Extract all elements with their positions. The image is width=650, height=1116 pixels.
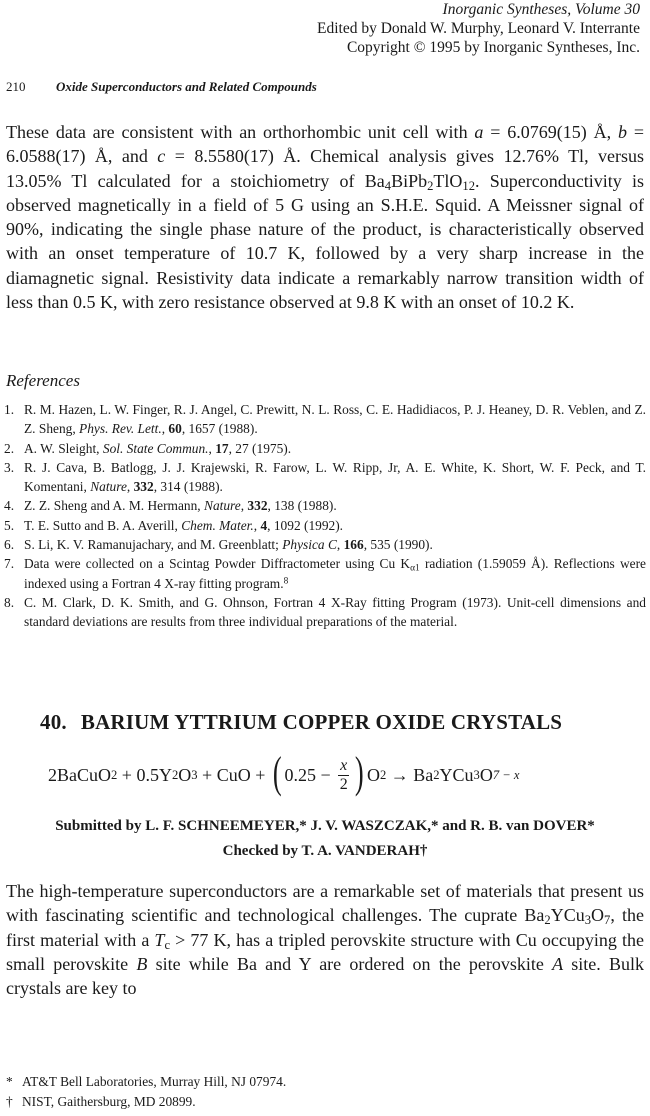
footnote-item: † NIST, Gaithersburg, MD 20899.	[6, 1094, 196, 1109]
submitted-by: Submitted by L. F. SCHNEEMEYER,* J. V. WASZCZAK,* and R. B. van DOVER*	[55, 818, 595, 834]
page-number: 210	[6, 79, 26, 94]
footnote-rule	[6, 1063, 156, 1064]
section-title	[40, 710, 562, 735]
book-title: Inorganic Syntheses, Volume 30	[442, 1, 640, 18]
reaction-equation: 2BaCuO 2 + 0.5Y 2 O 3 + CuO + ( 0.25 − $\frac{x}{2}$ ) O 2 → Ba 2 YCu 3 O 7 − x	[48, 748, 520, 797]
reaction-arrow: →	[386, 764, 414, 785]
running-head	[6, 79, 317, 95]
fraction: $\frac{x}{2}$	[339, 756, 348, 793]
reference-item: 6. S. Li, K. V. Ramanujachary, and M. Greenblatt; Physica C, 166, 535 (1990).	[4, 537, 433, 553]
reference-item: 3. R. J. Cava, B. Batlogg, J. J. Krajewski, R. Farow, L. W. Ripp, Jr, A. E. White, K. Short, W. F. Peck, and T. Komentani, Nature, 332, 314 (1988).	[4, 459, 646, 495]
reference-list	[4, 400, 646, 632]
section-number: 40.	[40, 710, 67, 734]
open-paren: (	[272, 748, 282, 797]
references-heading: References	[6, 371, 80, 390]
reference-item: 8. C. M. Clark, D. K. Smith, and G. Ohnson, Fortran 4 X-Ray fitting Program (1973). Unit-cell dimensions and standard deviations are results from three individual preparations of the material.	[4, 594, 646, 630]
reference-item: 1. R. M. Hazen, L. W. Finger, R. J. Angel, C. Prewitt, N. L. Ross, C. E. Hadidiacos, P. J. Heaney, D. R. Veblen, and Z. Z. Sheng, Phys. Rev. Lett., 60, 1657 (1988).	[4, 402, 646, 437]
copyright-line: Copyright © 1995 by Inorganic Syntheses, Inc.	[346, 39, 640, 56]
chapter-title: Oxide Superconductors and Related Compounds	[56, 79, 317, 94]
reference-item: 5. T. E. Sutto and B. A. Averill, Chem. Mater., 4, 1092 (1992).	[4, 517, 344, 533]
intro-paragraph: The high-temperature superconductors are a remarkable set of materials that present us with fascinating scientific and technological challenges. The cuprate $Ba_2YCu_3O_7$, the first material with a $T_c > 77$ K, has a tripled perovskite structure with Cu occupying the small perovskite B site while Ba and Y are ordered on the perovskite A site. Bulk crystals are key to	[6, 881, 644, 999]
results-paragraph: These data are consistent with an orthorhombic unit cell with a = 6.0769(15) Å, b = 6.0588(17) Å, and c = 8.5580(17) Å. Chemical analysis gives 12.76% Tl, versus 13.05% Tl calculated for a stoichiometry of $Ba_4BiPb_2TlO_{12}$. Superconductivity is observed magnetically in a field of 5 G using an S.H.E. Squid. A Meissner signal of 90%, indicating the single phase nature of the product, is characteristically observed with an onset temperature of 10.7 K, followed by a very sharp increase in the diamagnetic signal. Resistivity data indicate a remarkably narrow transition width of less than 0.5 K, with zero resistance observed at 9.8 K with an onset of 10.2 K.	[6, 122, 644, 313]
reference-item: 2. A. W. Sleight, Sol. State Commun., 17, 27 (1975).	[4, 440, 292, 456]
footnotes	[6, 1072, 286, 1112]
checked-by: Checked by T. A. VANDERAH†	[222, 843, 428, 859]
reference-item: 4. Z. Z. Sheng and A. M. Hermann, Nature, 332, 138 (1988).	[4, 498, 337, 514]
reference-item: 7. Data were collected on a Scintag Powder Diffractometer using Cu $K_{\alpha 1}$ radiation (1.59059 Å). Reflections were indexed using a Fortran 4 X-ray fitting program.$^8$	[4, 556, 646, 591]
book-header	[317, 0, 640, 57]
section-heading: BARIUM YTTRIUM COPPER OXIDE CRYSTALS	[80, 710, 563, 734]
footnote-item: * AT&T Bell Laboratories, Murray Hill, NJ 07974.	[6, 1074, 287, 1089]
close-paren: )	[355, 748, 365, 797]
editors-line: Edited by Donald W. Murphy, Leonard V. Interrante	[317, 20, 640, 37]
